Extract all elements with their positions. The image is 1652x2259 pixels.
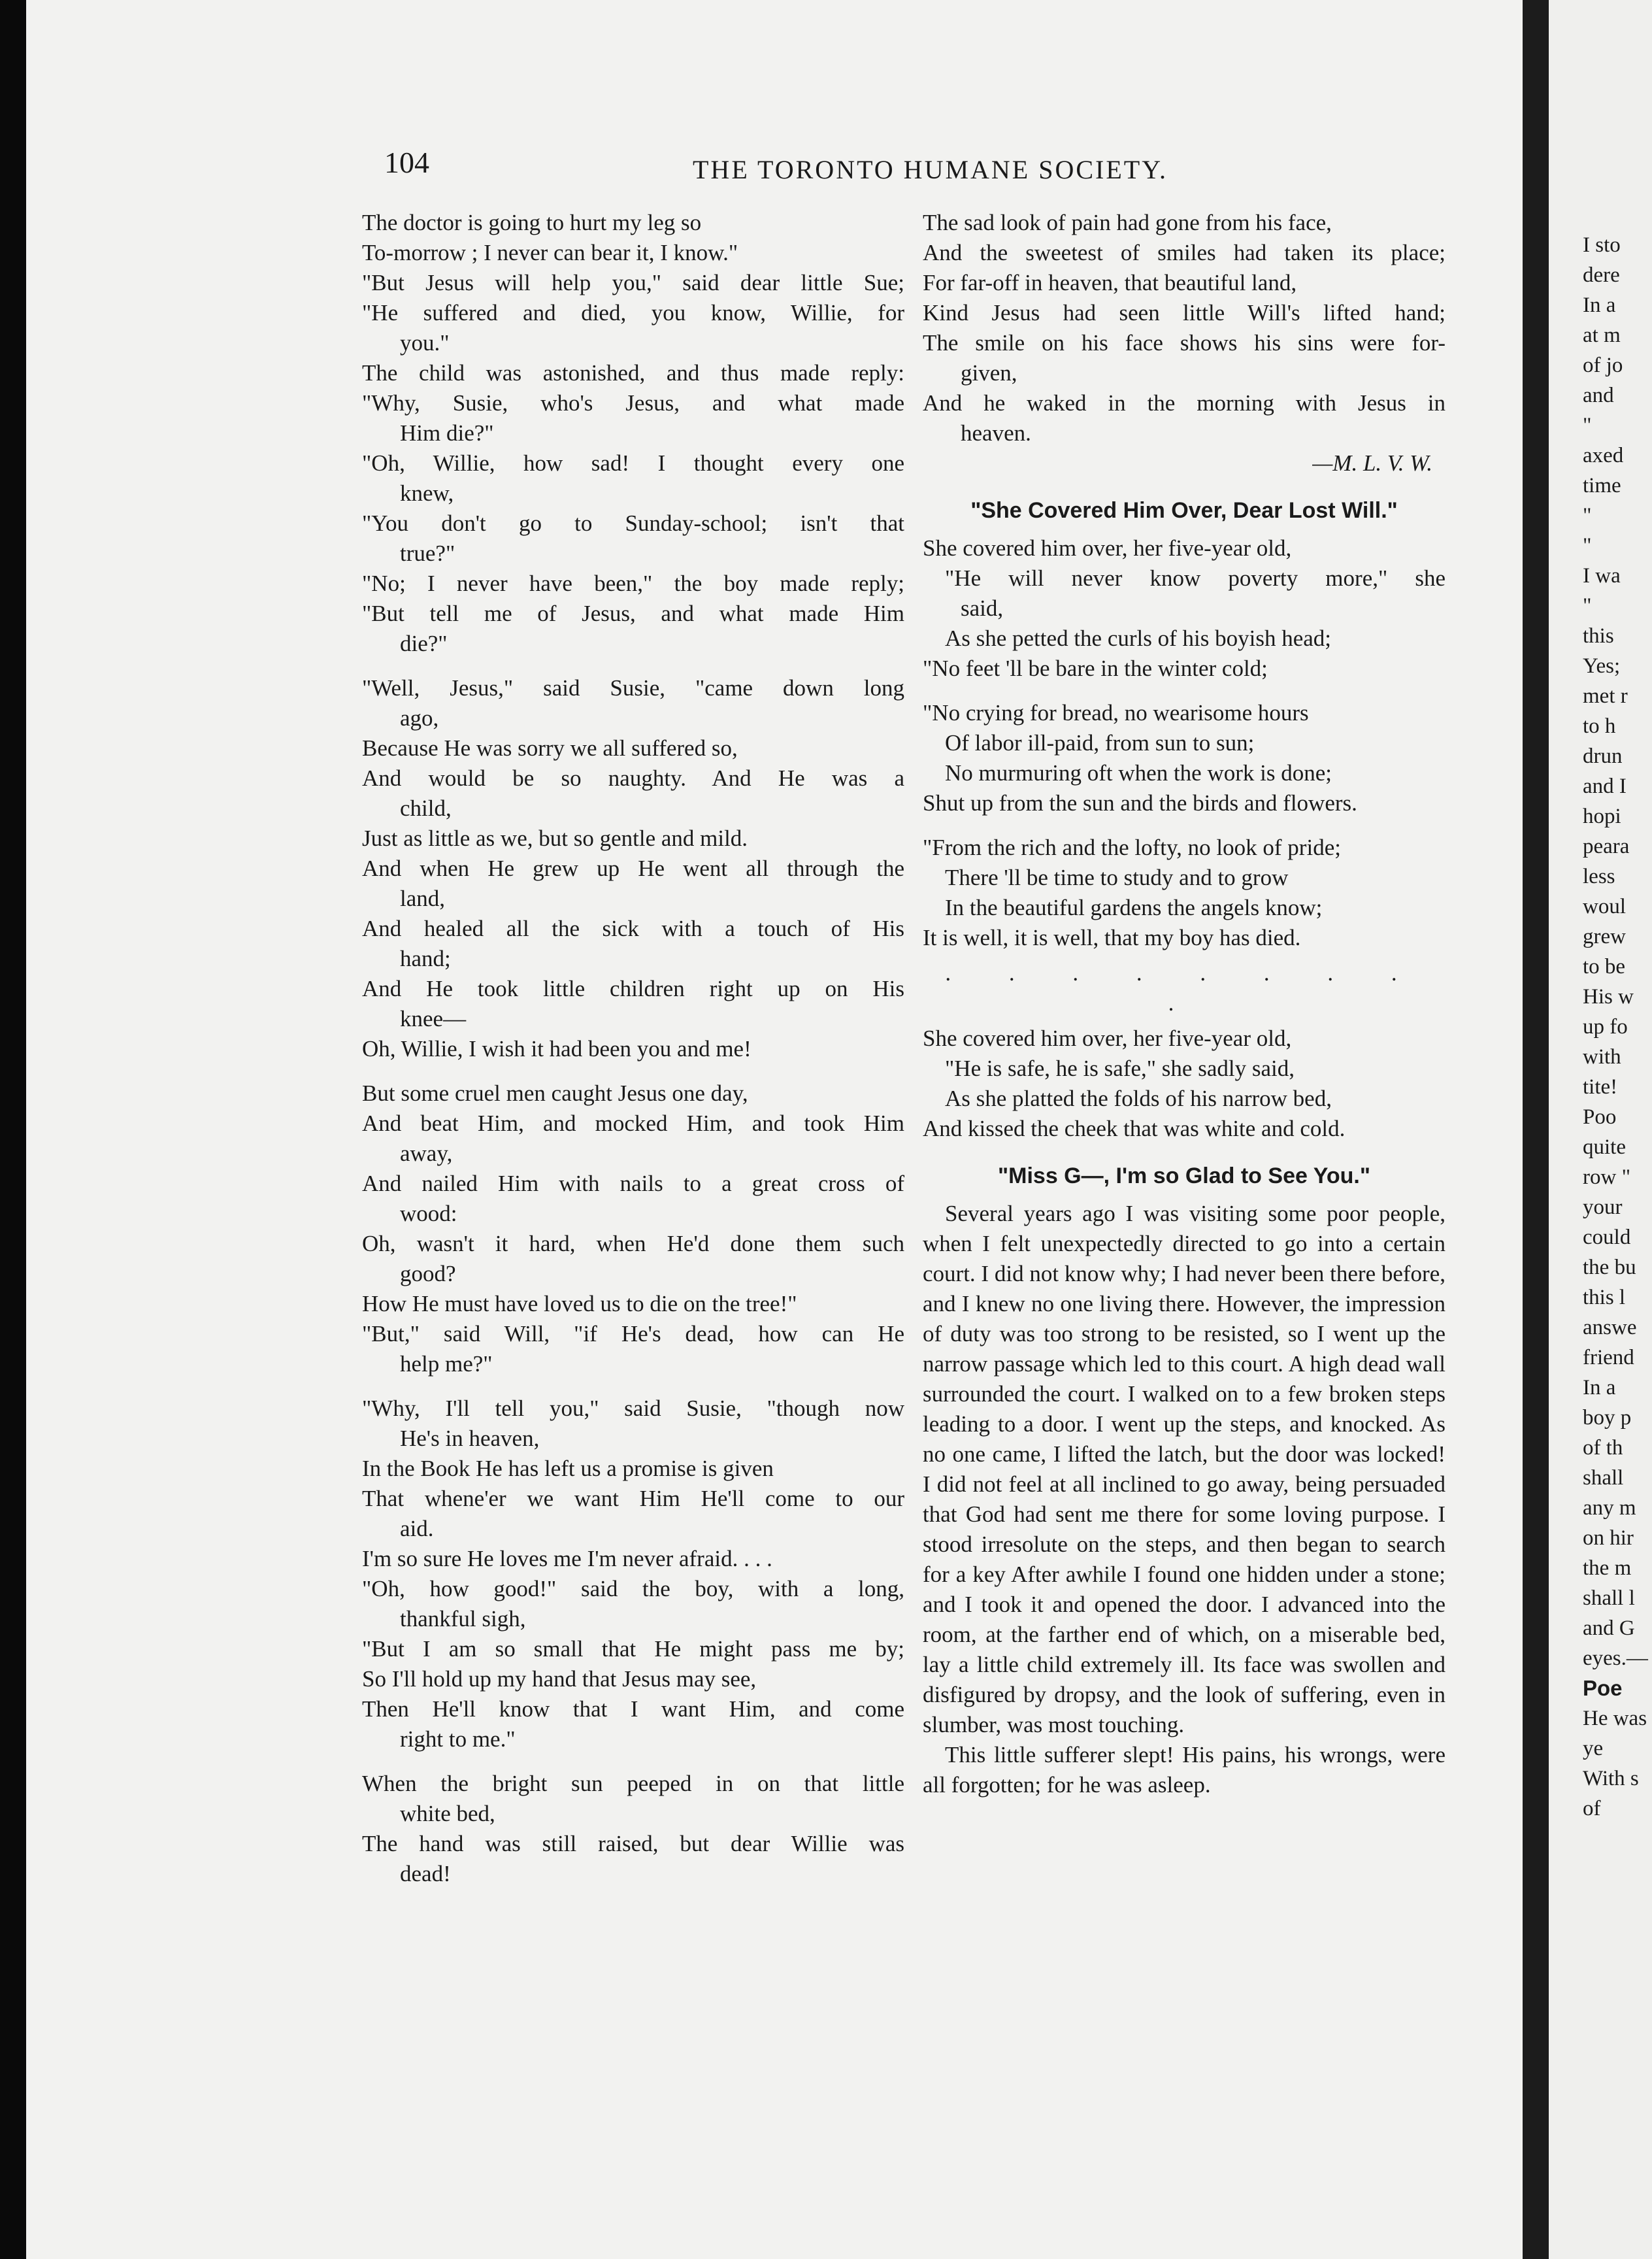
stanza-gap <box>923 684 1446 698</box>
adjacent-page-text <box>1549 230 1648 1824</box>
poem-line: And healed all the sick with a touch of His <box>362 916 904 941</box>
poem-line: right to me." <box>400 1726 516 1752</box>
adjacent-page-fragment: dere <box>1583 263 1620 287</box>
adjacent-page-edge <box>1549 0 1652 2259</box>
adjacent-page-fragment: answe <box>1583 1316 1637 1339</box>
poem-line: you." <box>400 330 450 356</box>
running-header: THE TORONTO HUMANE SOCIETY. <box>693 155 1168 184</box>
adjacent-page-fragment: axed <box>1583 444 1624 467</box>
poem-line: "He suffered and died, you know, Willie, for <box>362 300 904 326</box>
adjacent-page-fragment: friend <box>1583 1346 1634 1369</box>
adjacent-page-fragment: Poo <box>1583 1105 1617 1129</box>
adjacent-page-fragment: " <box>1583 594 1592 618</box>
poem-line: He's in heaven, <box>400 1426 540 1451</box>
adjacent-page-fragment: I wa <box>1583 564 1621 588</box>
stanza-gap <box>362 1064 904 1079</box>
right-column <box>923 208 1446 1800</box>
adjacent-page-fragment: He was <box>1583 1707 1647 1730</box>
poem-line: "You don't go to Sunday-school; isn't that <box>362 510 904 536</box>
poem-line: Of labor ill-paid, from sun to sun; <box>945 730 1255 756</box>
poem-stanzas <box>923 533 1446 953</box>
page-number: 104 <box>384 146 429 179</box>
poem-line: And he waked in the morning with Jesus in <box>923 390 1446 416</box>
poem-line: "He will never know poverty more," she <box>945 565 1446 591</box>
poem-line: knee— <box>400 1006 467 1031</box>
page-104 <box>26 0 1523 2259</box>
poem-line: "But tell me of Jesus, and what made Him <box>362 601 904 626</box>
adjacent-page-fragment: with <box>1583 1045 1621 1069</box>
adjacent-page-fragment: shall l <box>1583 1586 1635 1610</box>
poem-line: land, <box>400 886 446 911</box>
poem-line: And would be so naughty. And He was a <box>362 765 904 791</box>
poem-title: "She Covered Him Over, Dear Lost Will." <box>970 498 1398 523</box>
adjacent-page-fragment: " <box>1583 414 1592 437</box>
poem-signature: —M. L. V. W. <box>1312 450 1432 476</box>
adjacent-page-fragment: the bu <box>1583 1256 1636 1279</box>
adjacent-page-fragment: In a <box>1583 293 1616 317</box>
adjacent-page-fragment: of jo <box>1583 354 1623 377</box>
poem-line: As she platted the folds of his narrow bed, <box>945 1086 1332 1111</box>
adjacent-page-fragment: " <box>1583 504 1592 527</box>
adjacent-page-fragment: up fo <box>1583 1015 1628 1039</box>
adjacent-page-fragment: of th <box>1583 1436 1623 1460</box>
poem-line: She covered him over, her five-year old, <box>923 535 1292 561</box>
poem-line: aid. <box>400 1516 434 1541</box>
adjacent-page-fragment: grew <box>1583 925 1626 948</box>
poem-line: No murmuring oft when the work is done; <box>945 760 1332 786</box>
adjacent-page-fragment: and I <box>1583 775 1627 798</box>
poem-line: Oh, Willie, I wish it had been you and me! <box>362 1036 752 1062</box>
adjacent-page-fragment: less <box>1583 865 1615 888</box>
poem-line: Oh, wasn't it hard, when He'd done them such <box>362 1231 904 1256</box>
story-paragraph: Several years ago I was visiting some poor people, when I felt unexpectedly directed to go into a certain court. I did not know why; I had never been there before, and I knew no one living there. However, the impression of duty was too strong to be resisted, so I went up the narrow passage which led to this court. A high dead wall surrounded the court. I walked on to a few broken steps leading to a door. I went up the steps, and knocked. As no one came, I lifted the latch, but the door was locked! I did not feel at all inclined to go away, being persuaded that God had sent me there for some loving purpose. I stood irresolute on the steps, and then began to search for a key After awhile I found one hidden under a stone; and I took it and opened the door. I advanced into the room, at the farther end of which, on a miserable bed, lay a little child extremely ill. Its face was swollen and disfigured by dropsy, and the look of suffering, even in slumber, was most touching. <box>923 1201 1446 1737</box>
poem-line: dead! <box>400 1861 451 1886</box>
poem-line: I'm so sure He loves me I'm never afraid. . . . <box>362 1546 772 1571</box>
poem-line: In the beautiful gardens the angels know; <box>945 895 1323 920</box>
poem-line: That whene'er we want Him He'll come to our <box>362 1486 904 1511</box>
adjacent-page-fragment: any m <box>1583 1496 1636 1520</box>
adjacent-page-fragment: the m <box>1583 1556 1632 1580</box>
stanza-gap <box>923 818 1446 833</box>
adjacent-page-fragment: to be <box>1583 955 1626 979</box>
poem-line: "No feet 'll be bare in the winter cold; <box>923 656 1268 681</box>
poem-line: Because He was sorry we all suffered so, <box>362 735 738 761</box>
poem-line: The child was astonished, and thus made reply: <box>362 360 904 386</box>
poem-line: "Well, Jesus," said Susie, "came down long <box>362 675 904 701</box>
poem-line: As she petted the curls of his boyish head; <box>945 626 1332 651</box>
poem-line: The smile on his face shows his sins were for- <box>923 330 1446 356</box>
stanza-gap <box>362 659 904 673</box>
adjacent-page-fragment: I sto <box>1583 233 1621 257</box>
adjacent-page-fragment: on hir <box>1583 1526 1634 1550</box>
adjacent-page-fragment: In a <box>1583 1376 1616 1399</box>
adjacent-page-fragment: and <box>1583 384 1614 407</box>
adjacent-page-fragment: " <box>1583 534 1592 558</box>
poem-line: "But Jesus will help you," said dear little Sue; <box>362 270 904 295</box>
book-gutter <box>1523 0 1549 2259</box>
adjacent-page-fragment: shall <box>1583 1466 1624 1490</box>
poem-line: So I'll hold up my hand that Jesus may see, <box>362 1666 757 1692</box>
adjacent-page-fragment: drun <box>1583 745 1623 768</box>
adjacent-page-fragment: His w <box>1583 985 1634 1009</box>
adjacent-page-fragment: row " <box>1583 1165 1631 1189</box>
poem-line: The hand was still raised, but dear Willie was <box>362 1831 904 1856</box>
adjacent-page-fragment: this l <box>1583 1286 1626 1309</box>
poem-line: white bed, <box>400 1801 495 1826</box>
poem-line: die?" <box>400 631 448 656</box>
poem-line: In the Book He has left us a promise is given <box>362 1456 774 1481</box>
adjacent-page-fragment: of <box>1583 1797 1601 1820</box>
poem-line: child, <box>400 795 452 821</box>
poem-line: And kissed the cheek that was white and cold. <box>923 1116 1346 1141</box>
poem-line: true?" <box>400 541 455 566</box>
poem-line: knew, <box>400 480 454 506</box>
adjacent-page-fragment: Yes; <box>1583 654 1621 678</box>
poem-line: There 'll be time to study and to grow <box>945 865 1289 890</box>
stanza-gap <box>362 1754 904 1769</box>
poem-line: "Why, I'll tell you," said Susie, "though now <box>362 1396 904 1421</box>
poem-line: "But," said Will, "if He's dead, how can He <box>362 1321 904 1347</box>
poem-line: But some cruel men caught Jesus one day, <box>362 1080 748 1106</box>
poem-line: Him die?" <box>400 420 494 446</box>
adjacent-page-fragment: to h <box>1583 714 1616 738</box>
adjacent-page-fragment: Poe <box>1583 1676 1623 1700</box>
poem-line: And He took little children right up on His <box>362 976 904 1001</box>
adjacent-page-fragment: met r <box>1583 684 1628 708</box>
poem-line: "No; I never have been," the boy made reply; <box>362 571 904 596</box>
poem-final-stanza <box>923 1024 1446 1144</box>
story-body <box>923 1199 1446 1800</box>
poem-line: wood: <box>400 1201 457 1226</box>
poem-line: The sad look of pain had gone from his face, <box>923 210 1332 235</box>
stanza-gap <box>362 1379 904 1394</box>
adjacent-page-fragment: woul <box>1583 895 1626 918</box>
adjacent-page-fragment: this <box>1583 624 1614 648</box>
poem-line: hand; <box>400 946 451 971</box>
poem-line: When the bright sun peeped in on that little <box>362 1771 904 1796</box>
poem-line: heaven. <box>961 420 1031 446</box>
poem-line: good? <box>400 1261 456 1286</box>
poem-line: ago, <box>400 705 439 731</box>
poem-line: How He must have loved us to die on the tree!" <box>362 1291 797 1316</box>
poem-line: Just as little as we, but so gentle and mild. <box>362 826 748 851</box>
poem-line: thankful sigh, <box>400 1606 526 1632</box>
poem-line: And beat Him, and mocked Him, and took Him <box>362 1111 904 1136</box>
adjacent-page-fragment: ye <box>1583 1737 1604 1760</box>
poem-line: The doctor is going to hurt my leg so <box>362 210 702 235</box>
poem-line: To-morrow ; I never can bear it, I know." <box>362 240 738 265</box>
poem-line: She covered him over, her five-year old, <box>923 1026 1292 1051</box>
adjacent-page-fragment: With s <box>1583 1767 1639 1790</box>
adjacent-page-fragment: and G <box>1583 1616 1635 1640</box>
adjacent-page-fragment: your <box>1583 1196 1623 1219</box>
poem-line: "No crying for bread, no wearisome hours <box>923 700 1309 726</box>
poem-line: Shut up from the sun and the birds and flowers. <box>923 790 1357 816</box>
poem-line: away, <box>400 1141 453 1166</box>
poem-line: Then He'll know that I want Him, and come <box>362 1696 904 1722</box>
poem-line: And when He grew up He went all through the <box>362 856 904 881</box>
poem-line: "But I am so small that He might pass me by; <box>362 1636 904 1662</box>
adjacent-page-fragment: time <box>1583 474 1621 497</box>
poem-line: And nailed Him with nails to a great cross of <box>362 1171 904 1196</box>
adjacent-page-fragment: quite <box>1583 1135 1626 1159</box>
poem-line: And the sweetest of smiles had taken its place; <box>923 240 1446 265</box>
poem-ending <box>923 208 1446 448</box>
poem-line: For far-off in heaven, that beautiful land, <box>923 270 1297 295</box>
poem-line: given, <box>961 360 1017 386</box>
story-paragraph: This little sufferer slept! His pains, his wrongs, were all forgotten; for he was asleep. <box>923 1742 1446 1798</box>
poem-line: help me?" <box>400 1351 493 1377</box>
poem-line: said, <box>961 595 1004 621</box>
adjacent-page-fragment: hopi <box>1583 805 1621 828</box>
poem-line: "Oh, how good!" said the boy, with a long, <box>362 1576 904 1601</box>
poem-line: "He is safe, he is safe," she sadly said, <box>945 1056 1295 1081</box>
adjacent-page-fragment: could <box>1583 1226 1631 1249</box>
adjacent-page-fragment: peara <box>1583 835 1630 858</box>
poem-line: "From the rich and the lofty, no look of pride; <box>923 835 1341 860</box>
adjacent-page-fragment: boy p <box>1583 1406 1632 1430</box>
left-column <box>362 208 904 1889</box>
story-title: "Miss G—, I'm so Glad to See You." <box>998 1163 1370 1188</box>
poem-line: It is well, it is well, that my boy has died. <box>923 925 1301 950</box>
ellipsis-dots: . . . . . . . . . <box>945 960 1423 1016</box>
poem-line: Kind Jesus had seen little Will's lifted hand; <box>923 300 1446 326</box>
adjacent-page-fragment: at m <box>1583 324 1621 347</box>
poem-line: "Oh, Willie, how sad! I thought every one <box>362 450 904 476</box>
adjacent-page-fragment: eyes.— <box>1583 1647 1648 1670</box>
poem-line: "Why, Susie, who's Jesus, and what made <box>362 390 904 416</box>
adjacent-page-fragment: tite! <box>1583 1075 1618 1099</box>
